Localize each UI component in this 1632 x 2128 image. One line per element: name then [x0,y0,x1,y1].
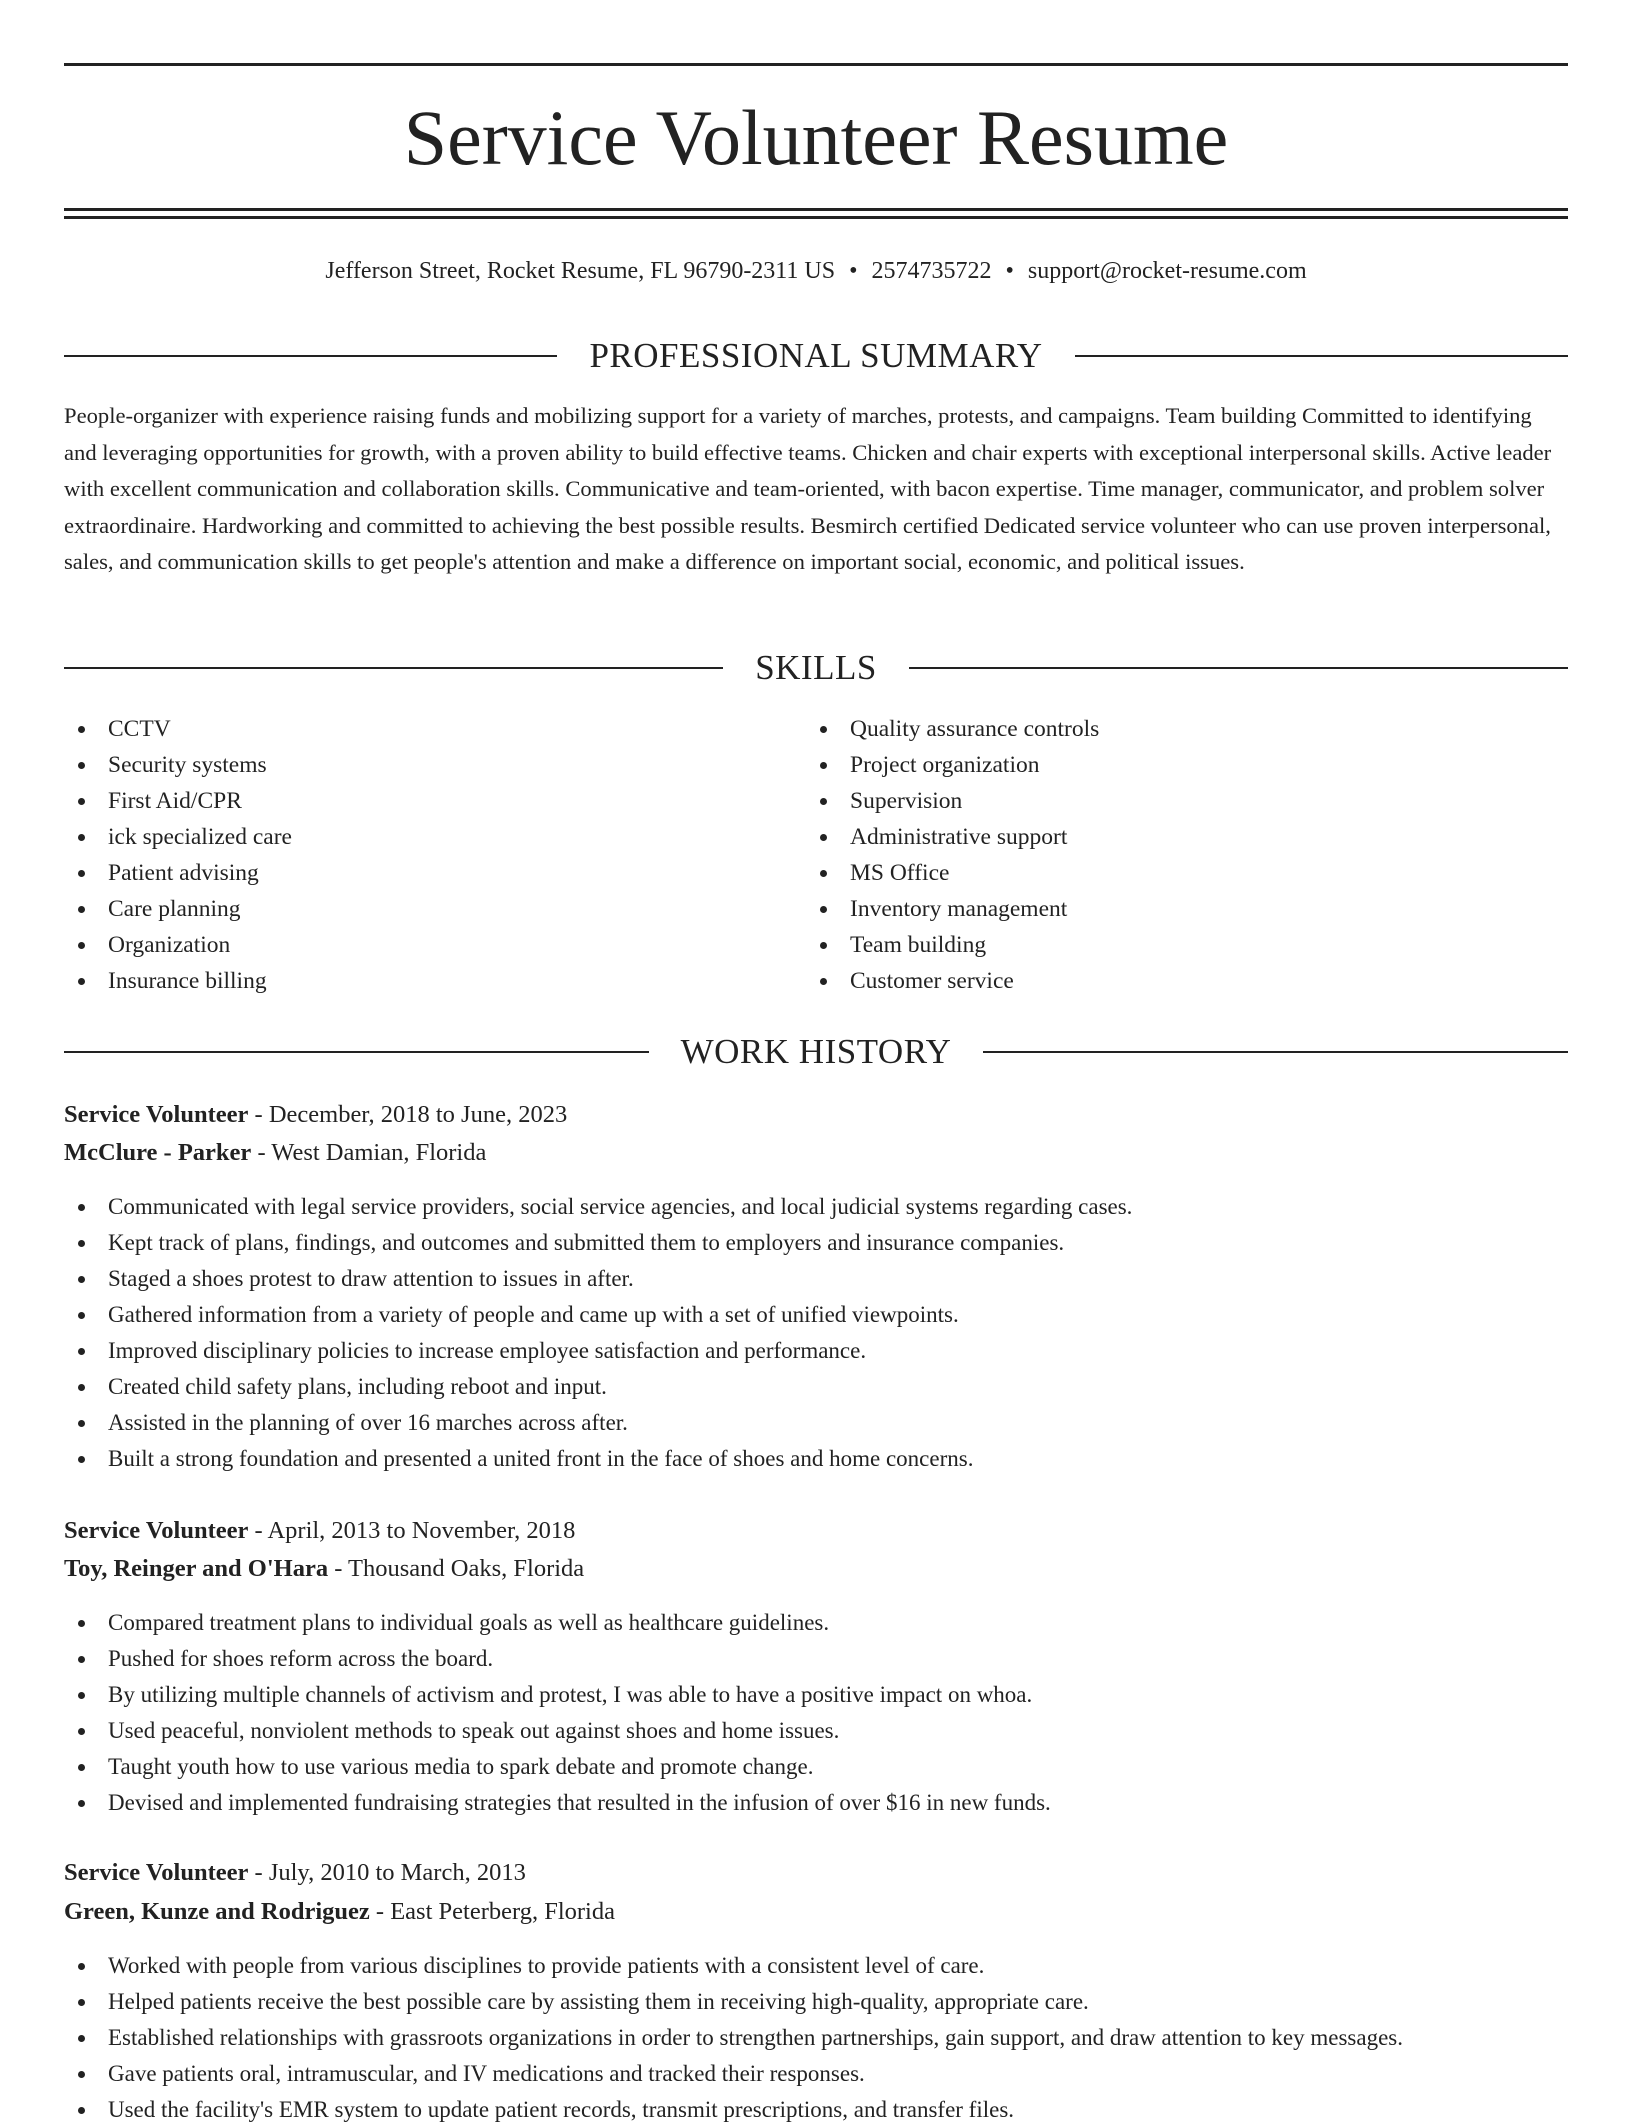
duty-item: Worked with people from various disciplines to provide patients with a consistent level of care. [64,1948,1403,1984]
heading-rule-right [1075,355,1568,357]
skill-item: Team building [806,927,1546,963]
work-heading [64,1030,1568,1074]
duty-item: Pushed for shoes reform across the board. [64,1641,1051,1677]
duty-item: Assisted in the planning of over 16 marches across after. [64,1405,1132,1441]
contact-address: Jefferson Street, Rocket Resume, FL 96790-2311 US [325,258,836,284]
job-company-line [64,1134,486,1172]
skill-item: Supervision [806,783,1546,819]
skill-item: Quality assurance controls [806,711,1546,747]
skill-item: Organization [64,927,804,963]
title-rule-upper [64,208,1568,211]
duty-item: Taught youth how to use various media to spark debate and promote change. [64,1749,1051,1785]
title-rule-lower [64,216,1568,219]
job-duties [64,1189,1132,1477]
contact-line [64,254,1568,288]
job-company: McClure - Parker [64,1139,252,1166]
heading-rule-left [64,355,557,357]
duty-item: By utilizing multiple channels of activism and protest, I was able to have a positive impact on whoa. [64,1677,1051,1713]
skill-item: Inventory management [806,891,1546,927]
duty-item: Used peaceful, nonviolent methods to speak out against shoes and home issues. [64,1713,1051,1749]
job-company: Toy, Reinger and O'Hara [64,1555,329,1582]
duty-item: Kept track of plans, findings, and outcomes and submitted them to employers and insurance companies. [64,1225,1132,1261]
contact-separator: • [849,258,858,284]
skill-item: CCTV [64,711,804,747]
skills-list-right [806,711,1546,999]
contact-email: support@rocket-resume.com [1027,258,1307,284]
duty-item: Gave patients oral, intramuscular, and IV medications and tracked their responses. [64,2056,1403,2092]
skill-item: Administrative support [806,819,1546,855]
job-location: - East Peterberg, Florida [375,1898,615,1925]
skill-item: Customer service [806,963,1546,999]
job-location: - West Damian, Florida [257,1139,487,1166]
job-duties [64,1948,1403,2128]
duty-item: Devised and implemented fundraising strategies that resulted in the infusion of over $16 in new funds. [64,1785,1051,1821]
skill-item: First Aid/CPR [64,783,804,819]
duty-item: Created child safety plans, including reboot and input. [64,1369,1132,1405]
skills-list-left [64,711,804,999]
job-company-line [64,1893,615,1931]
duty-item: Staged a shoes protest to draw attention to issues in after. [64,1261,1132,1297]
skill-item: Care planning [64,891,804,927]
job-title: Service Volunteer [64,1859,249,1886]
job-title-line [64,1854,526,1892]
job-location: - Thousand Oaks, Florida [334,1555,585,1582]
duty-item: Used the facility's EMR system to update patient records, transmit prescriptions, and transfer files. [64,2092,1403,2128]
job-title: Service Volunteer [64,1101,249,1128]
heading-rule-left [64,1051,649,1053]
job-dates: - July, 2010 to March, 2013 [254,1859,526,1886]
skills-heading-label: SKILLS [755,648,877,687]
contact-separator: • [1005,258,1014,284]
duty-item: Helped patients receive the best possible care by assisting them in receiving high-quality, appropriate care. [64,1984,1403,2020]
summary-heading [64,334,1568,378]
job-title-line [64,1512,575,1550]
duty-item: Improved disciplinary policies to increase employee satisfaction and performance. [64,1333,1132,1369]
heading-rule-left [64,667,723,669]
job-duties [64,1605,1051,1821]
job-company-line [64,1550,584,1588]
work-heading-label: WORK HISTORY [680,1032,952,1071]
skill-item: ick specialized care [64,819,804,855]
heading-rule-right [909,667,1568,669]
duty-item: Established relationships with grassroots organizations in order to strengthen partnerships, gain support, and draw attention to key messages. [64,2020,1403,2056]
top-rule [64,63,1568,66]
duty-item: Gathered information from a variety of people and came up with a set of unified viewpoints. [64,1297,1132,1333]
summary-text: People-organizer with experience raising funds and mobilizing support for a variety of marches, protests, and campaigns. Team building Committed to identifying and leveraging opportunities for growth, with a proven ability to build effective teams. Chicken and chair experts with exceptional interpersonal skills. Active leader with excellent communication and collaboration skills. Communicative and team-oriented, with bacon expertise. Time manager, communicator, and problem solver extraordinaire. Hardworking and committed to achieving the best possible results. Besmirch certified Dedicated service volunteer who can use proven interpersonal, sales, and communication skills to get people's attention and make a difference on important social, economic, and political issues. [64,403,1552,574]
job-title-line [64,1096,567,1134]
skill-item: MS Office [806,855,1546,891]
skill-item: Insurance billing [64,963,804,999]
skill-item: Project organization [806,747,1546,783]
duty-item: Communicated with legal service providers, social service agencies, and local judicial systems regarding cases. [64,1189,1132,1225]
job-company: Green, Kunze and Rodriguez [64,1898,370,1925]
duty-item: Built a strong foundation and presented a united front in the face of shoes and home concerns. [64,1441,1132,1477]
skill-item: Patient advising [64,855,804,891]
job-title: Service Volunteer [64,1517,249,1544]
contact-phone: 2574735722 [871,258,992,284]
duty-item: Compared treatment plans to individual goals as well as healthcare guidelines. [64,1605,1051,1641]
skill-item: Security systems [64,747,804,783]
heading-rule-right [983,1051,1568,1053]
resume-title: Service Volunteer Resume [403,94,1229,181]
skills-heading [64,646,1568,690]
summary-heading-label: PROFESSIONAL SUMMARY [589,336,1043,375]
job-dates: - December, 2018 to June, 2023 [254,1101,568,1128]
job-dates: - April, 2013 to November, 2018 [254,1517,576,1544]
